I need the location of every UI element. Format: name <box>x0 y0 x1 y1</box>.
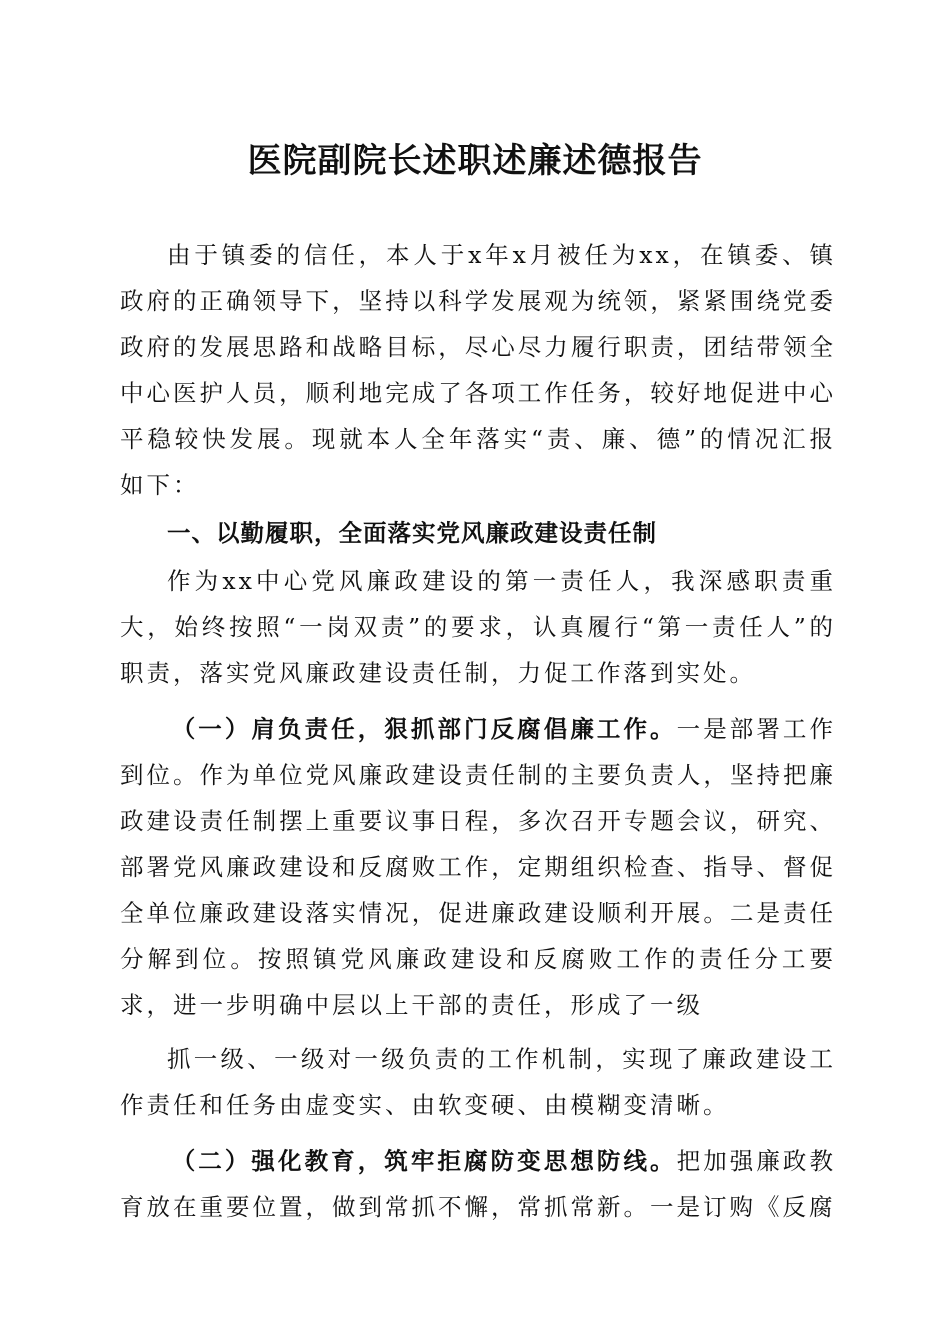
document-body <box>120 232 836 1230</box>
subsection-1-paragraph <box>120 706 836 1028</box>
document-title: 医院副院长述职述廉述德报告 <box>247 141 703 181</box>
subsection-1-heading: （一）肩负责任，狠抓部门反腐倡廉工作。 <box>171 715 677 743</box>
subsection-2-paragraph <box>120 1138 836 1230</box>
subsection-2-heading: （二）强化教育，筑牢拒腐防变思想防线。 <box>171 1147 677 1175</box>
subsection-1-body: 一是部署工作到位。作为单位党风廉政建设责任制的主要负责人，坚持把廉政建设责任制摆上重要议事日程，多次召开专题会议，研究、部署党风廉政建设和反腐败工作，定期组织检查、指导、督促全单位廉政建设落实情况，促进廉政建设顺利开展。二是责任分解到位。按照镇党风廉政建设和反腐败工作的责任分工要求，进一步明确中层以上干部的责任，形成了一级 <box>120 715 837 1019</box>
intro-paragraph: 由于镇委的信任，本人于x年x月被任为xx，在镇委、镇政府的正确领导下，坚持以科学发展观为统领，紧紧围绕党委政府的发展思路和战略目标，尽心尽力履行职责，团结带领全中心医护人员，顺利地完成了各项工作任务，较好地促进中心平稳较快发展。现就本人全年落实“责、廉、德”的情况汇报如下： <box>120 241 836 499</box>
section-1-heading: 一、以勤履职，全面落实党风廉政建设责任制 <box>167 519 657 547</box>
section-1-paragraph: 作为xx中心党风廉政建设的第一责任人，我深感职责重大，始终按照“一岗双责”的要求，认真履行“第一责任人”的职责，落实党风廉政建设责任制，力促工作落到实处。 <box>120 567 836 687</box>
subsection-2-body: 把加强廉政教育放在重要位置，做到常抓不懈，常抓常新。一是订购《反腐 <box>120 1147 837 1221</box>
subsection-1-continuation: 抓一级、一级对一级负责的工作机制，实现了廉政建设工作责任和任务由虚变实、由软变硬、由模糊变清晰。 <box>120 1045 836 1119</box>
